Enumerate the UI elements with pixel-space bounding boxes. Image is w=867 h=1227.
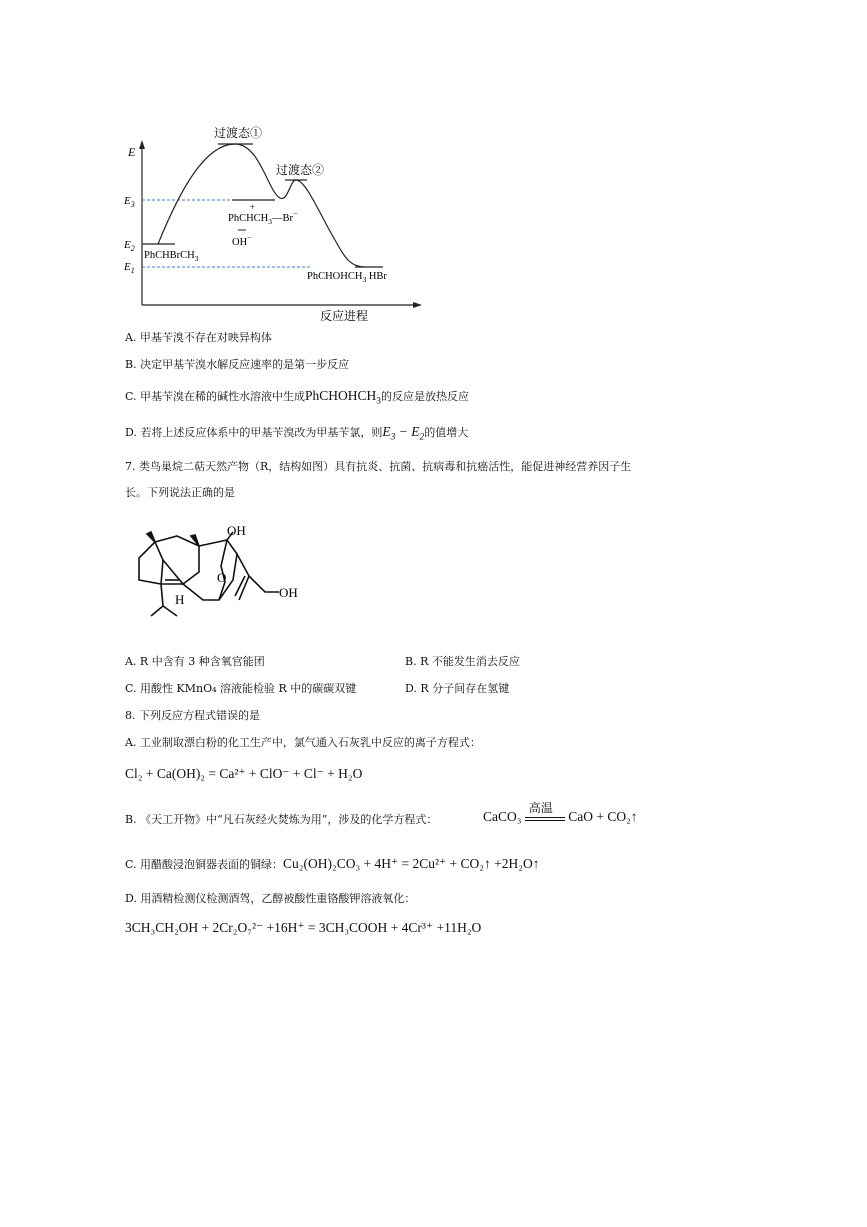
- product-label: PhCHOHCH$_3$ HBr: [307, 271, 387, 284]
- q8-d-equation: 3CH₃CH₂OH + 2Cr₂O₇²⁻ +16H⁺ = 3CH₃COOH + 4Cr³⁺ +11H₂O: [125, 920, 482, 935]
- q6-option-d: [125, 425, 468, 445]
- struct-h: H: [175, 592, 185, 607]
- q8-b-equation: [483, 800, 638, 825]
- q7-option-a: A. R 中含有 3 种含氧官能团: [125, 655, 265, 668]
- y-axis-arrow: [139, 140, 145, 149]
- x-axis-arrow: [413, 302, 422, 308]
- q8-b-cond-text: 高温: [528, 800, 553, 815]
- q6-c-post: 的反应是放热反应: [381, 390, 470, 403]
- ts1-label: 过渡态①: [214, 126, 263, 140]
- q6-d-pre: D. 若将上述反应体系中的甲基苄溴改为甲基苄氯，则: [125, 426, 383, 439]
- hydroxide-label: OH−: [232, 233, 252, 248]
- q8-b-left: CaCO₃: [483, 809, 522, 824]
- intermediate-charge: +: [250, 202, 256, 212]
- q7-option-d: D. R 分子间存在氢键: [405, 682, 510, 695]
- q6-option-c: [125, 389, 469, 409]
- q8-c-label: C. 用醋酸浸泡铜器表面的铜绿：: [125, 858, 284, 871]
- x-axis-label: 反应进程: [320, 309, 369, 323]
- q8-b-condition: [525, 800, 565, 821]
- ts2-label: 过渡态②: [276, 163, 325, 177]
- q6-c-pre: C. 甲基苄溴在稀的碱性水溶液中生成: [125, 390, 306, 403]
- q7-option-b: B. R 不能发生消去反应: [405, 655, 520, 668]
- e1-label: $E_1$: [124, 261, 135, 275]
- q6-c-formula: PhCHOHCH$_3$: [305, 388, 382, 407]
- q8-a-equation: Cl₂ + Ca(OH)₂ = Ca²⁺ + ClO⁻ + Cl⁻ + H₂O: [125, 766, 363, 781]
- q8-option-b: B. 《天工开物》中“凡石灰经火焚炼为用”，涉及的化学方程式：: [125, 813, 438, 826]
- q6-d-post: 的值增大: [424, 426, 469, 439]
- q8-b-right: CaO + CO₂↑: [568, 809, 638, 824]
- q6-d-formula: $E_3 - E_2$: [382, 424, 425, 443]
- q8-option-d: D. 用酒精检测仪检测酒驾，乙醇被酸性重铬酸钾溶液氧化：: [125, 892, 416, 905]
- q6-option-a: A. 甲基苄溴不存在对映异构体: [125, 331, 272, 344]
- q6-option-b: B. 决定甲基苄溴水解反应速率的是第一步反应: [125, 358, 350, 371]
- struct-oh2: OH: [279, 585, 298, 600]
- intermediate-label: PhCHCH$_3$—Br−: [228, 209, 298, 226]
- q8-b-equals: [525, 817, 565, 821]
- energy-diagram: [110, 120, 430, 325]
- y-axis-label: E: [128, 145, 136, 159]
- energy-curve: [158, 144, 366, 267]
- q8-option-a: A. 工业制取漂白粉的化工生产中，氯气通入石灰乳中反应的离子方程式：: [125, 736, 481, 749]
- q7-stem-line1: 7. 类鸟巢烷二萜天然产物（R，结构如图）具有抗炎、抗菌、抗病毒和抗癌活性，能促进神经营养因子生: [125, 460, 632, 473]
- e3-label: $E_3$: [124, 195, 135, 209]
- q8-stem: 8. 下列反应方程式错误的是: [125, 709, 260, 722]
- q8-option-c: [125, 857, 539, 872]
- e2-label: $E_2$: [124, 239, 135, 253]
- reactant-label: PhCHBrCH$_3$: [144, 250, 199, 263]
- q7-stem-line2: 长。下列说法正确的是: [125, 486, 235, 499]
- q7-option-c: C. 用酸性 KMnO₄ 溶液能检验 R 中的碳碳双键: [125, 682, 357, 695]
- struct-oh1: OH: [227, 523, 246, 538]
- molecule-structure: [125, 520, 315, 640]
- struct-o: O: [217, 570, 227, 585]
- q8-c-equation: Cu₂(OH)₂CO₃ + 4H⁺ = 2Cu²⁺ + CO₂↑ +2H₂O↑: [283, 856, 540, 871]
